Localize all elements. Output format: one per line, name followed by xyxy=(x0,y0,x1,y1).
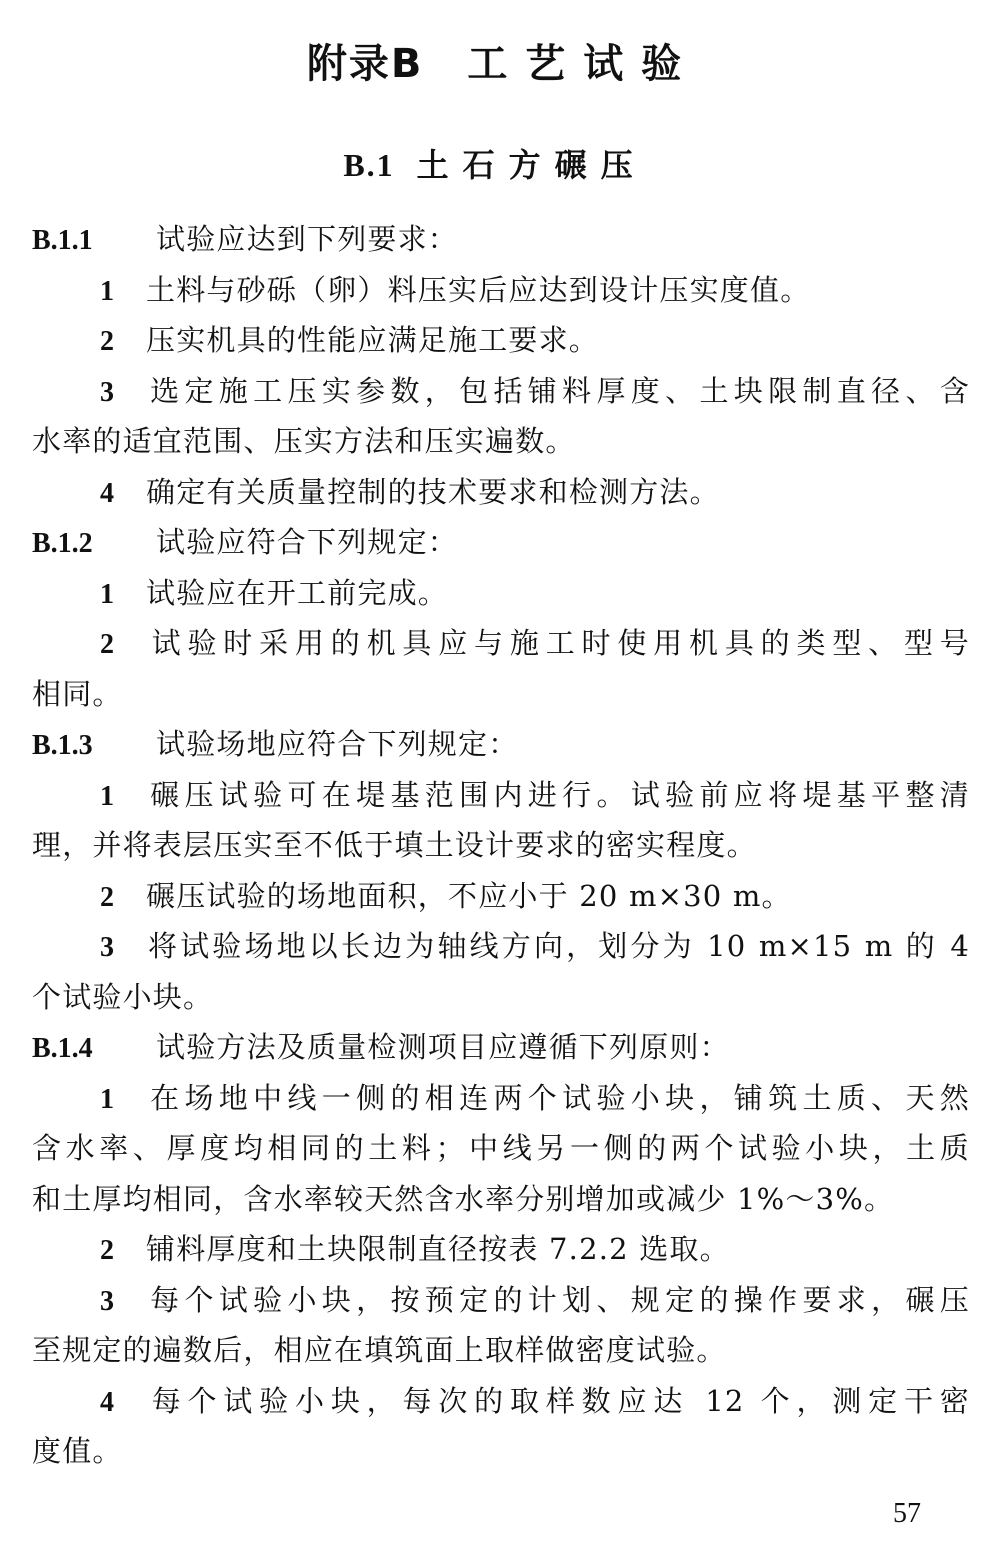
line-text: 确定有关质量控制的技术要求和检测方法。 xyxy=(146,474,720,509)
appendix-name: 工 艺 试 验 xyxy=(467,41,684,87)
item-line xyxy=(32,770,970,821)
item-line xyxy=(32,921,970,972)
line-text: 碾压试验可在堤基范围内进行。试验前应将堤基平整清 xyxy=(146,777,970,812)
line-text: 每个试验小块，按预定的计划、规定的操作要求，碾压 xyxy=(146,1282,970,1317)
line-text: 试验应符合下列规定： xyxy=(156,525,459,559)
appendix-title xyxy=(0,32,990,89)
item-number: 1 xyxy=(100,578,114,610)
clause-line xyxy=(32,214,970,265)
clause-number: B.1.2 xyxy=(32,528,93,559)
clause-number: B.1.4 xyxy=(32,1033,93,1064)
continuation-line xyxy=(32,1123,970,1174)
item-line xyxy=(32,871,970,922)
line-text: 水率的适宜范围、压实方法和压实遍数。 xyxy=(32,424,576,458)
item-number: 4 xyxy=(100,477,114,509)
item-number: 3 xyxy=(100,1285,114,1317)
item-line xyxy=(32,618,970,669)
line-text: 试验应在开工前完成。 xyxy=(146,575,449,610)
item-line xyxy=(32,1376,970,1427)
page-number: 57 xyxy=(893,1498,921,1529)
continuation-line xyxy=(32,1174,970,1225)
clause-number: B.1.3 xyxy=(32,730,93,761)
item-line xyxy=(32,1275,970,1326)
section-title xyxy=(0,140,990,186)
line-text: 理，并将表层压实至不低于填土设计要求的密实程度。 xyxy=(32,828,757,862)
line-text: 试验方法及质量检测项目应遵循下列原则： xyxy=(156,1030,730,1064)
continuation-line xyxy=(32,820,970,871)
line-text: 试验场地应符合下列规定： xyxy=(156,727,519,761)
line-text: 相同。 xyxy=(32,676,123,711)
line-text: 度值。 xyxy=(32,1434,123,1468)
line-text: 和土厚均相同，含水率较天然含水率分别增加或减少 1%～3%。 xyxy=(32,1181,895,1216)
item-number: 3 xyxy=(100,932,114,963)
line-text: 土料与砂砾（卵）料压实后应达到设计压实度值。 xyxy=(146,272,811,307)
clause-line xyxy=(32,1022,970,1073)
line-text: 碾压试验的场地面积，不应小于 20 m×30 m。 xyxy=(146,878,792,913)
line-text: 个试验小块。 xyxy=(32,979,214,1014)
appendix-label: 附录B xyxy=(306,41,424,87)
item-line xyxy=(32,315,970,366)
line-text: 每个试验小块，每次的取样数应达 12 个，测定干密 xyxy=(146,1383,970,1418)
continuation-line xyxy=(32,1426,970,1477)
item-number: 2 xyxy=(100,881,114,913)
item-line xyxy=(32,568,970,619)
line-text: 试验应达到下列要求： xyxy=(156,222,459,256)
item-number: 2 xyxy=(100,629,114,660)
item-line xyxy=(32,265,970,316)
item-number: 2 xyxy=(100,1235,114,1266)
item-line xyxy=(32,1073,970,1124)
item-number: 1 xyxy=(100,275,114,307)
item-number: 3 xyxy=(100,376,114,408)
item-line xyxy=(32,366,970,417)
clause-line xyxy=(32,517,970,568)
section-name: 土石方碾压 xyxy=(416,146,647,184)
continuation-line xyxy=(32,1325,970,1376)
line-text: 压实机具的性能应满足施工要求。 xyxy=(146,323,600,357)
line-text: 试验时采用的机具应与施工时使用机具的类型、型号 xyxy=(146,626,970,660)
item-number: 4 xyxy=(100,1386,114,1418)
item-line xyxy=(32,1224,970,1275)
clause-number: B.1.1 xyxy=(32,225,93,256)
section-number: B.1 xyxy=(343,147,395,183)
line-text: 至规定的遍数后，相应在填筑面上取样做密度试验。 xyxy=(32,1333,727,1367)
continuation-line xyxy=(32,972,970,1023)
clause-line xyxy=(32,719,970,770)
continuation-line xyxy=(32,669,970,720)
item-number: 1 xyxy=(100,1083,114,1115)
line-text: 在场地中线一侧的相连两个试验小块，铺筑土质、天然 xyxy=(146,1080,970,1115)
line-text: 将试验场地以长边为轴线方向，划分为 10 m×15 m 的 4 xyxy=(146,929,970,963)
item-line xyxy=(32,467,970,518)
line-text: 含水率、厚度均相同的土料；中线另一侧的两个试验小块，土质 xyxy=(32,1131,970,1165)
continuation-line xyxy=(32,416,970,467)
item-number: 2 xyxy=(100,326,114,357)
line-text: 选定施工压实参数，包括铺料厚度、土块限制直径、含 xyxy=(146,373,970,408)
item-number: 1 xyxy=(100,780,114,812)
body-text xyxy=(32,214,970,1477)
line-text: 铺料厚度和土块限制直径按表 7.2.2 选取。 xyxy=(146,1232,730,1266)
